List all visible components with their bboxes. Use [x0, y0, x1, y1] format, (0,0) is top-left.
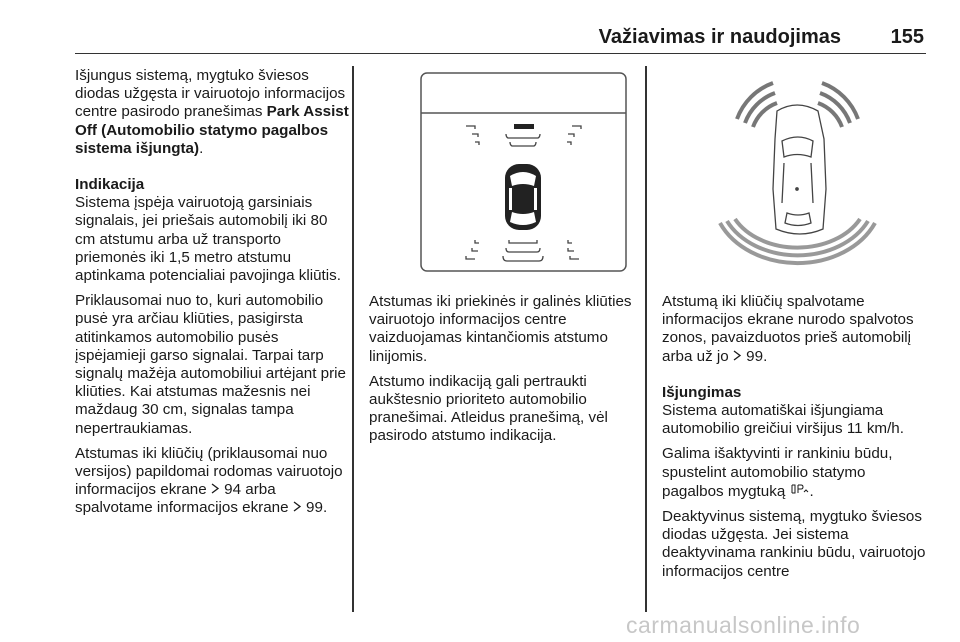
colour-display-distance-zones	[715, 71, 880, 279]
column-divider-left	[352, 66, 354, 612]
column-divider-right	[645, 66, 647, 612]
paragraph-manual-off: Galima išaktyvinti ir rankiniu būdu, spustelint automobilio statymo pagalbos mygtuką .	[662, 445, 893, 500]
paragraph-distance-lines: Atstumas iki priekinės ir galinės kliūties vairuotojo informacijos centre vaizduojamas kintančiomis atstumo linijomis.	[369, 293, 632, 365]
page-reference-arrow-icon[interactable]	[293, 499, 302, 517]
page-reference[interactable]: 99	[306, 499, 323, 517]
paragraph-priority-messages: Atstumo indikaciją gali pertraukti aukštesnio prioriteto automobilio pranešimai. Atleidus pranešimą, vėl pasirodo atstumo indikacija.	[369, 372, 608, 445]
watermark: carmanualsonline.info	[626, 612, 861, 638]
page-number: 155	[890, 26, 924, 48]
page-header	[75, 26, 926, 54]
paragraph-system-off: Išjungus sistemą, mygtuko šviesos diodas užgęsta ir vairuotojo informacijos centre pasirodo pranešimas Park Assist Off (Automobilio statymo pagalbos sistema išjungta).	[75, 67, 349, 157]
paragraph-distance-display: Atstumas iki kliūčių (priklausomai nuo versijos) papildomai rodomas vairuotojo informacijos ekrane 94 arba spalvotame informacijos ekrane 99.	[75, 444, 343, 517]
page-reference[interactable]: 99	[746, 347, 764, 365]
column-middle	[369, 293, 637, 453]
column-left	[75, 67, 350, 525]
paragraph-deactivate: Deaktyvinus sistemą, mygtuko šviesos diodas užgęsta. Jei sistema deaktyvinama rankiniu būdu, vairuotojo informacijos centre	[662, 508, 926, 580]
driver-info-centre-distance-display	[420, 72, 627, 272]
paragraph-auto-off: Sistema automatiškai išjungiama automobilio greičiui viršijus 11 km/h.	[662, 402, 904, 438]
message-park-assist-off: Park Assist Off (Automobilio statymo pagalbos sistema išjungta)	[75, 103, 349, 157]
parking-assist-icon	[790, 482, 810, 501]
paragraph-signals: Priklausomai nuo to, kuri automobilio pusė yra arčiau kliūties, pasigirsta atitinkamos automobilio pusės įspėjamieji garso signalai. Tarpai tarp signalų mažėja automobiliui artėjant prie kliūties. Kai atstumas mažesnis nei maždaug 30 cm, signalas tampa nepertraukiamas.	[75, 292, 346, 437]
paragraph-warning: Sistema įspėja vairuotoją garsiniais signalais, jei priešais automobilį iki 80 cm atstumu arba už transporto priemonės iki 1,5 metro atstumu aptinkama potencialiai pavojinga kliūtis.	[75, 194, 341, 285]
heading-isjungimas: Išjungimas	[662, 383, 742, 401]
page-reference-arrow-icon[interactable]	[733, 348, 742, 366]
column-right	[662, 293, 928, 588]
page-reference-arrow-icon[interactable]	[211, 481, 220, 499]
chapter-title: Važiavimas ir naudojimas	[598, 26, 841, 48]
paragraph-colour-zones: Atstumą iki kliūčių spalvotame informacijos ekrane nurodo spalvotos zonos, pavaizduotos prieš automobilį arba už jo 99.	[662, 293, 914, 365]
heading-indikacija: Indikacija	[75, 176, 145, 194]
page-reference[interactable]: 94	[224, 481, 242, 499]
